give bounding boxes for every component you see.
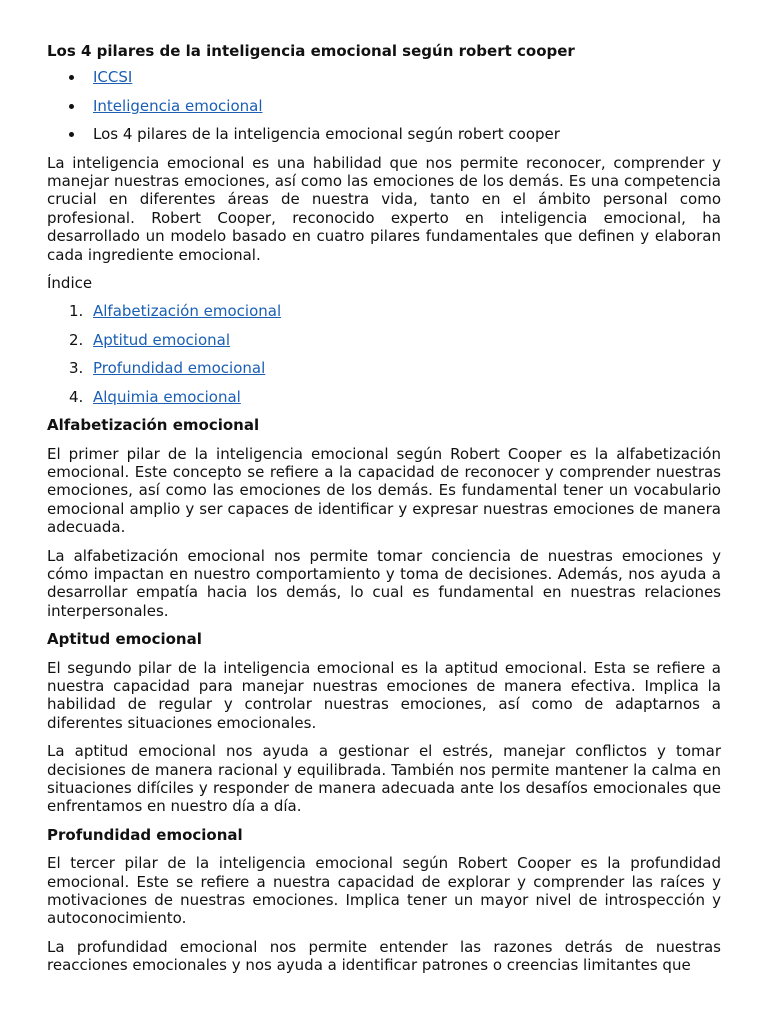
breadcrumb-link-iccsi[interactable]: ICCSI (93, 68, 133, 87)
breadcrumb-item-inteligencia-emocional (93, 97, 721, 115)
toc-item (69, 359, 721, 378)
toc-item (69, 302, 721, 321)
toc-link-aptitud[interactable]: Aptitud emocional (93, 330, 230, 349)
section-paragraph: La aptitud emocional nos ayuda a gestionar el estrés, manejar conflictos y tomar decisiones de manera racional y equilibrada. También nos permite mantener la calma en situaciones difíciles y responder de manera adecuada ante los desafíos emocionales que enfrentamos en nuestro día a día. (47, 742, 721, 816)
section-heading-aptitud: Aptitud emocional (47, 630, 202, 649)
intro-paragraph: La inteligencia emocional es una habilidad que nos permite reconocer, comprender y manejar nuestras emociones, así como las emociones de los demás. Es una competencia crucial en diferentes áreas de nuestra vida, tanto en el ámbito personal como profesional. Robert Cooper, reconocido experto en inteligencia emocional, ha desarrollado un modelo basado en cuatro pilares fundamentales que definen y elaboran cada ingrediente emocional. (47, 153, 721, 264)
section-heading-profundidad: Profundidad emocional (47, 825, 243, 844)
toc-number: 3. (69, 359, 84, 378)
toc-link-profundidad[interactable]: Profundidad emocional (93, 359, 266, 378)
section-paragraph: El segundo pilar de la inteligencia emocional es la aptitud emocional. Esta se refiere a nuestra capacidad para manejar nuestras emociones de manera efectiva. Implica la habilidad de regular y controlar nuestras emociones, así como de adaptarnos a diferentes situaciones emocionales. (47, 658, 721, 732)
toc-item (69, 387, 721, 406)
section-paragraph: La profundidad emocional nos permite entender las razones detrás de nuestras reacciones emocionales y nos ayuda a identificar patrones o creencias limitantes que (47, 937, 721, 975)
toc-link-alquimia[interactable]: Alquimia emocional (93, 387, 241, 406)
toc-number: 2. (69, 330, 84, 349)
table-of-contents (47, 302, 721, 406)
toc-number: 1. (69, 302, 84, 321)
index-label: Índice (47, 274, 93, 293)
section-paragraph: El tercer pilar de la inteligencia emocional según Robert Cooper es la profundidad emocional. Este se refiere a nuestra capacidad de explorar y comprender las raíces y motivaciones de nuestras emociones. Implica tener un mayor nivel de introspección y autoconocimiento. (47, 854, 721, 928)
breadcrumb-item-current (93, 125, 721, 143)
section-paragraph: La alfabetización emocional nos permite tomar conciencia de nuestras emociones y cómo impactan en nuestro comportamiento y toma de decisiones. Además, nos ayuda a desarrollar empatía hacia los demás, lo cual es fundamental en nuestras relaciones interpersonales. (47, 546, 721, 620)
breadcrumb (47, 68, 721, 143)
toc-number: 4. (69, 387, 84, 406)
page-title: Los 4 pilares de la inteligencia emocional según robert cooper (47, 42, 575, 60)
breadcrumb-link-inteligencia-emocional[interactable]: Inteligencia emocional (93, 96, 263, 115)
section-heading-alfabetizacion: Alfabetización emocional (47, 416, 260, 435)
breadcrumb-current-label: Los 4 pilares de la inteligencia emocional según robert cooper (93, 125, 560, 144)
breadcrumb-item-iccsi (93, 68, 721, 86)
section-paragraph: El primer pilar de la inteligencia emocional según Robert Cooper es la alfabetización emocional. Este concepto se refiere a la capacidad de reconocer y comprender nuestras emociones, así como las emociones de los demás. Es fundamental tener un vocabulario emocional amplio y ser capaces de identificar y expresar nuestras emociones de manera adecuada. (47, 444, 721, 537)
toc-link-alfabetizacion[interactable]: Alfabetización emocional (93, 302, 282, 321)
toc-item (69, 330, 721, 349)
